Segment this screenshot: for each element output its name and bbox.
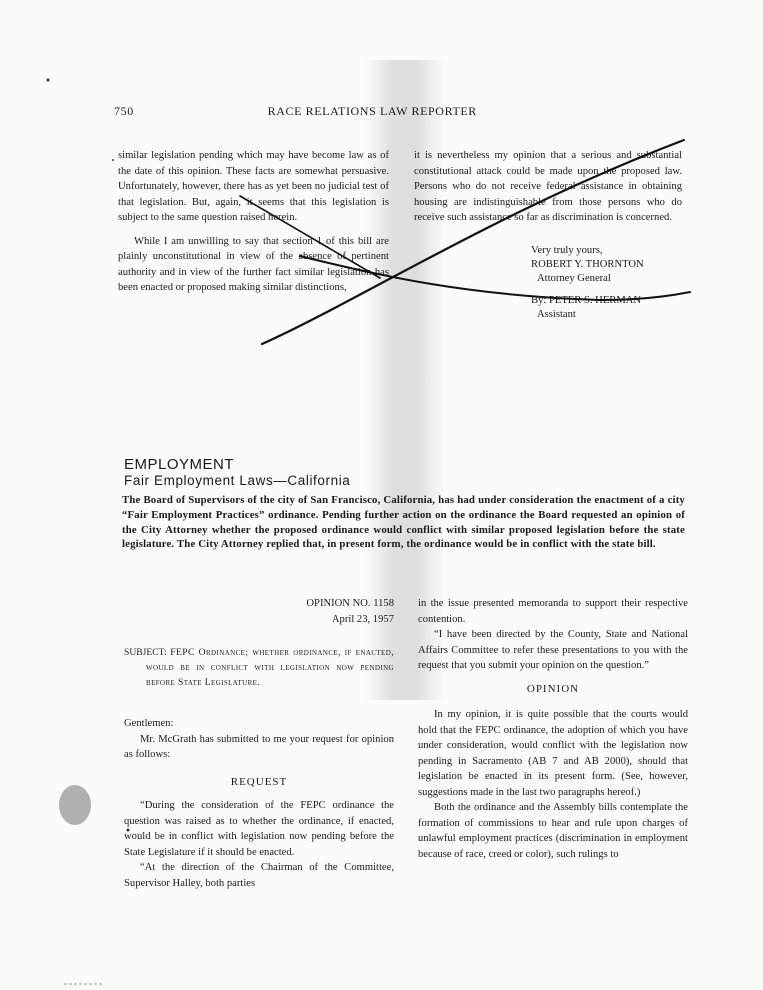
subject-text: FEPC Ordinance; whether ordinance, if enacted, would be in conflict with legislation now pending before State Legislature. [146, 647, 394, 688]
paragraph: Both the ordinance and the Assembly bills contemplate the formation of commissions to hear and rule upon charges of unlawful employment practices (discrimination in employment because of race, creed or color), such rulings to [418, 802, 688, 860]
paragraph: similar legislation pending which may have become law as of the date of this opinion. These facts are somewhat persuasive. Unfortunately, however, there has as yet been no judicial test of that legislation. But, again, it seems that this legislation is subject to the same question raised herein. [118, 150, 389, 223]
page-number: 750 [114, 104, 134, 118]
paragraph: “At the direction of the Chairman of the Committee, Supervisor Halley, both parties [124, 862, 394, 889]
subject-label: SUBJECT: [124, 647, 167, 658]
directed-paragraph: “I have been directed by the County, State and National Affairs Committee to refer these presentations to you with the request that you submit your opinion on the question.” [418, 629, 688, 671]
paragraph: While I am unwilling to say that section 1 of this bill are plainly unconstitutional in view of the absence of pertinent authority and in view of the further fact similar legislation has been enacted or proposed making similar distinctions, [118, 235, 389, 293]
signer-title: Attorney General [537, 273, 611, 284]
headnote-summary: The Board of Supervisors of the city of San Francisco, California, has had under consideration the enactment of a city “Fair Employment Practices” ordinance. Pending further action on the ordinance the Board requested an opinion of the City Attorney whether the proposed ordinance would conflict with similar proposed legislation before the state legislature. The City Attorney replied that, in present form, the ordinance would be in conflict with the state bill. [122, 494, 685, 551]
paragraph: In my opinion, it is quite possible that the courts would hold that the FEPC ordinance, the adoption of which you have under consideration, would conflict with the legislation now pending in Sacramento (AB 7 and AB 2000), should that legislation be enacted in its present form. (See, however, suggestions made in the last two paragraphs hereof.) [418, 709, 688, 798]
paragraph: it is nevertheless my opinion that a serious and substantial constitutional attack could be made upon the proposed law. Persons who do not receive federal assistance in obtaining housing are indistinguishable from those persons who do receive such assistance so far as discrimination is concerned. [414, 150, 682, 223]
section-subject: EMPLOYMENT [124, 456, 235, 473]
by-title: Assistant [537, 309, 576, 320]
opinion-number: OPINION NO. 1158 [306, 598, 394, 609]
opinion-heading: OPINION [526, 682, 580, 695]
by-line: By: PETER S. HERMAN [531, 295, 642, 306]
paragraph: “During the consideration of the FEPC ordinance the question was raised as to whether the ordinance, if enacted, would be in conflict with legislation now pending before the State Legislature if it should be enacted. [124, 800, 394, 858]
continuation: in the issue presented memoranda to support their respective contention. [418, 598, 688, 625]
opinion-date: April 23, 1957 [331, 613, 394, 625]
journal-title: RACE RELATIONS LAW REPORTER [267, 104, 477, 118]
salutation: Gentlemen: [124, 718, 174, 729]
request-heading: REQUEST [230, 775, 288, 788]
lower-left-column [124, 596, 394, 891]
intro: Mr. McGrath has submitted to me your request for opinion as follows: [124, 733, 394, 760]
signer-name: ROBERT Y. THORNTON [531, 259, 644, 270]
section-subtitle: Fair Employment Laws—California [124, 473, 351, 488]
lower-right-column [418, 596, 688, 862]
closing: Very truly yours, [531, 245, 603, 256]
subject-line [124, 645, 394, 690]
